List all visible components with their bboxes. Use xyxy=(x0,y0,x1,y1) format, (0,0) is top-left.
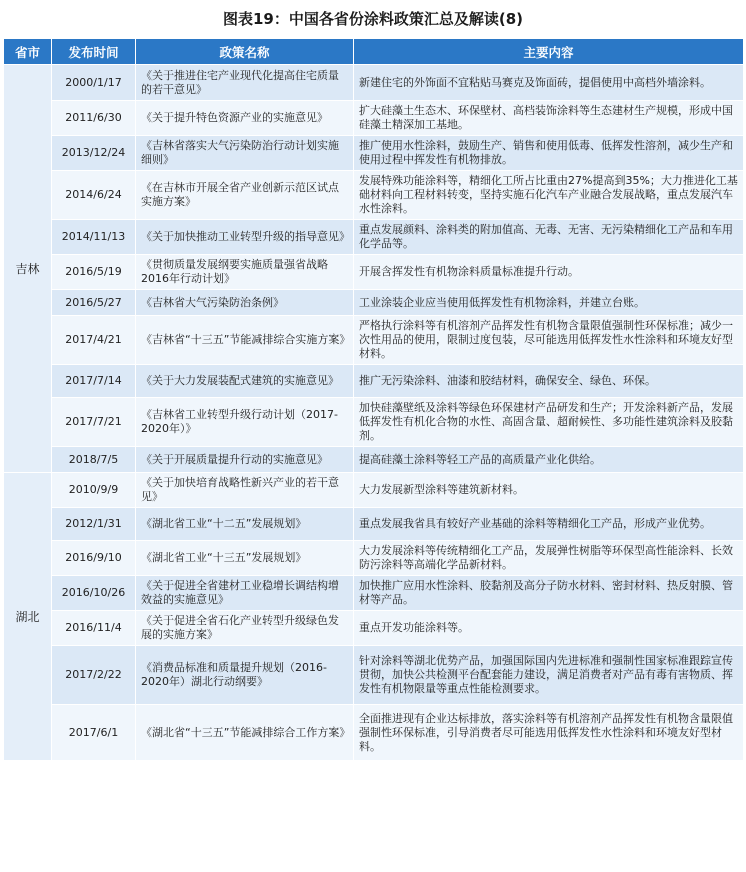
table-row xyxy=(4,136,744,171)
header-province: 省市 xyxy=(4,39,52,65)
date-cell: 2017/7/14 xyxy=(52,365,136,398)
table-row xyxy=(4,541,744,576)
policy-name-cell: 《吉林省“十三五”节能减排综合实施方案》 xyxy=(136,316,354,365)
policy-name-cell: 《关于大力发展装配式建筑的实施意见》 xyxy=(136,365,354,398)
date-cell: 2013/12/24 xyxy=(52,136,136,171)
table-row xyxy=(4,508,744,541)
policy-name-cell: 《湖北省“十三五”节能减排综合工作方案》 xyxy=(136,705,354,761)
date-cell: 2016/9/10 xyxy=(52,541,136,576)
table-row xyxy=(4,398,744,447)
content-cell: 加快硅藻壁纸及涂料等绿色环保建材产品研发和生产；开发涂料新产品，发展低挥发性有机化合物的水性、高固含量、超耐候性、多功能性建筑涂料及胶黏剂。 xyxy=(354,398,744,447)
table-row xyxy=(4,473,744,508)
policy-name-cell: 《关于加快推动工业转型升级的指导意见》 xyxy=(136,220,354,255)
table-row xyxy=(4,290,744,316)
content-cell: 重点发展颜料、涂料类的附加值高、无毒、无害、无污染精细化工产品和车用化学品等。 xyxy=(354,220,744,255)
table-row xyxy=(4,365,744,398)
date-cell: 2018/7/5 xyxy=(52,447,136,473)
province-cell: 湖北 xyxy=(4,473,52,761)
header-policy: 政策名称 xyxy=(136,39,354,65)
table-row xyxy=(4,447,744,473)
policy-name-cell: 《在吉林市开展全省产业创新示范区试点实施方案》 xyxy=(136,171,354,220)
content-cell: 新建住宅的外饰面不宜粘贴马赛克及饰面砖，提倡使用中高档外墙涂料。 xyxy=(354,65,744,101)
content-cell: 工业涂装企业应当使用低挥发性有机物涂料，并建立台账。 xyxy=(354,290,744,316)
date-cell: 2014/11/13 xyxy=(52,220,136,255)
date-cell: 2010/9/9 xyxy=(52,473,136,508)
policy-name-cell: 《关于促进全省建材工业稳增长调结构增效益的实施意见》 xyxy=(136,576,354,611)
content-cell: 推广无污染涂料、油漆和胶结材料，确保安全、绿色、环保。 xyxy=(354,365,744,398)
table-row xyxy=(4,316,744,365)
content-cell: 开展含挥发性有机物涂料质量标准提升行动。 xyxy=(354,255,744,290)
content-cell: 大力发展新型涂料等建筑新材料。 xyxy=(354,473,744,508)
policy-name-cell: 《吉林省大气污染防治条例》 xyxy=(136,290,354,316)
table-body xyxy=(4,65,744,761)
date-cell: 2011/6/30 xyxy=(52,101,136,136)
table-row xyxy=(4,255,744,290)
content-cell: 加快推广应用水性涂料、胶黏剂及高分子防水材料、密封材料、热反射膜、管材等产品。 xyxy=(354,576,744,611)
date-cell: 2017/2/22 xyxy=(52,646,136,705)
table-row xyxy=(4,220,744,255)
table-row xyxy=(4,705,744,761)
policy-name-cell: 《关于加快培育战略性新兴产业的若干意见》 xyxy=(136,473,354,508)
content-cell: 推广使用水性涂料，鼓励生产、销售和使用低毒、低挥发性溶剂，减少生产和使用过程中挥发性有机物排放。 xyxy=(354,136,744,171)
header-date: 发布时间 xyxy=(52,39,136,65)
date-cell: 2017/6/1 xyxy=(52,705,136,761)
table-header-row xyxy=(4,39,744,65)
content-cell: 扩大硅藻土生态木、环保壁材、高档装饰涂料等生态建材生产规模，形成中国硅藻土精深加工基地。 xyxy=(354,101,744,136)
table-row xyxy=(4,101,744,136)
date-cell: 2014/6/24 xyxy=(52,171,136,220)
policy-name-cell: 《关于开展质量提升行动的实施意见》 xyxy=(136,447,354,473)
policy-name-cell: 《湖北省工业“十三五”发展规划》 xyxy=(136,541,354,576)
date-cell: 2016/5/19 xyxy=(52,255,136,290)
policy-name-cell: 《消费品标准和质量提升规划（2016-2020年）湖北行动纲要》 xyxy=(136,646,354,705)
table-row xyxy=(4,576,744,611)
content-cell: 大力发展涂料等传统精细化工产品，发展弹性树脂等环保型高性能涂料、长效防污涂料等高端化学品新材料。 xyxy=(354,541,744,576)
policy-name-cell: 《吉林省落实大气污染防治行动计划实施细则》 xyxy=(136,136,354,171)
table-row xyxy=(4,646,744,705)
policy-name-cell: 《湖北省工业“十二五”发展规划》 xyxy=(136,508,354,541)
policy-name-cell: 《关于推进住宅产业现代化提高住宅质量的若干意见》 xyxy=(136,65,354,101)
page-title: 图表19：中国各省份涂料政策汇总及解读(8) xyxy=(222,10,524,28)
content-cell: 重点开发功能涂料等。 xyxy=(354,611,744,646)
policy-table xyxy=(3,38,744,761)
content-cell: 针对涂料等湖北优势产品，加强国际国内先进标准和强制性国家标准跟踪宣传贯彻，加快公共检测平台配套能力建设，满足消费者对产品有毒有害物质、挥发性有机物限量等重点性能检测要求。 xyxy=(354,646,744,705)
policy-name-cell: 《关于促进全省石化产业转型升级绿色发展的实施方案》 xyxy=(136,611,354,646)
header-content: 主要内容 xyxy=(354,39,744,65)
date-cell: 2017/4/21 xyxy=(52,316,136,365)
policy-name-cell: 《吉林省工业转型升级行动计划（2017-2020年）》 xyxy=(136,398,354,447)
policy-name-cell: 《关于提升特色资源产业的实施意见》 xyxy=(136,101,354,136)
content-cell: 严格执行涂料等有机溶剂产品挥发性有机物含量限值强制性环保标准；减少一次性用品的使用，限制过度包装，尽可能选用低挥发性水性涂料和环境友好型材料。 xyxy=(354,316,744,365)
date-cell: 2016/11/4 xyxy=(52,611,136,646)
date-cell: 2012/1/31 xyxy=(52,508,136,541)
table-row xyxy=(4,65,744,101)
table-row xyxy=(4,611,744,646)
table-row xyxy=(4,171,744,220)
date-cell: 2017/7/21 xyxy=(52,398,136,447)
content-cell: 全面推进现有企业达标排放，落实涂料等有机溶剂产品挥发性有机物含量限值强制性环保标准，引导消费者尽可能选用低挥发性水性涂料和环境友好型材料。 xyxy=(354,705,744,761)
content-cell: 发展特殊功能涂料等，精细化工所占比重由27%提高到35%；大力推进化工基础材料向工程材料转变，坚持实施石化汽车产业融合发展战略，重点发展汽车水性涂料。 xyxy=(354,171,744,220)
province-cell: 吉林 xyxy=(4,65,52,473)
date-cell: 2000/1/17 xyxy=(52,65,136,101)
content-cell: 提高硅藻土涂料等轻工产品的高质量产业化供给。 xyxy=(354,447,744,473)
date-cell: 2016/5/27 xyxy=(52,290,136,316)
date-cell: 2016/10/26 xyxy=(52,576,136,611)
policy-name-cell: 《贯彻质量发展纲要实施质量强省战略2016年行动计划》 xyxy=(136,255,354,290)
content-cell: 重点发展我省具有较好产业基础的涂料等精细化工产品，形成产业优势。 xyxy=(354,508,744,541)
